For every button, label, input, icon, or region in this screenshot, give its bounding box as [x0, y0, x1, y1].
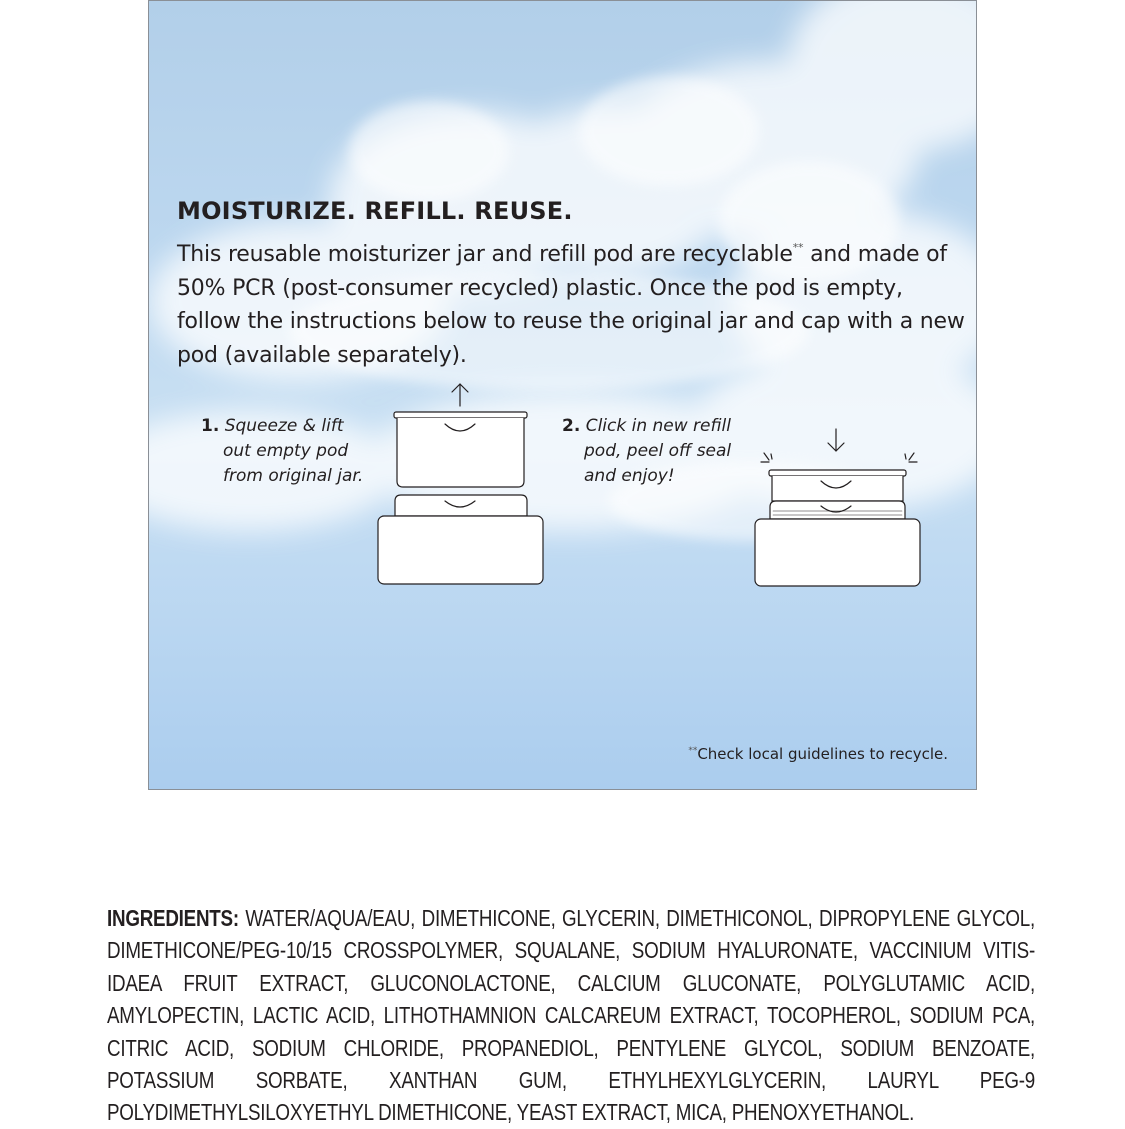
intro-text-end: and made of 50% PCR (post-consumer recycled) plastic. Once the pod is empty, follow the instructions below to reuse the original jar and cap with a new pod (available separately).: [177, 242, 965, 368]
refilled-jar-illustration: [755, 470, 920, 586]
ingredients-label: INGREDIENTS:: [107, 905, 239, 931]
original-jar-illustration: [378, 495, 543, 584]
headline: MOISTURIZE. REFILL. REUSE.: [177, 197, 573, 225]
click-sparkle-left-icon: [761, 453, 772, 462]
step-1-line-2: out empty pod: [223, 441, 349, 461]
step-1-line-1: Squeeze & lift: [224, 416, 344, 436]
press-down-arrow-icon: [828, 429, 844, 451]
click-sparkle-right-icon: [905, 453, 917, 462]
recycling-footnote: [688, 745, 948, 763]
step-2-number: 2.: [562, 416, 581, 436]
footnote-text: Check local guidelines to recycle.: [697, 745, 948, 763]
step-2-line-2: pod, peel off seal: [584, 441, 732, 461]
intro-text-start: This reusable moisturizer jar and refill pod are recyclable: [177, 242, 793, 267]
step-2-line-3: and enjoy!: [584, 466, 675, 486]
recycling-info-panel: [148, 0, 977, 790]
step-1-line-3: from original jar.: [223, 466, 364, 486]
ingredients-list: [107, 902, 1035, 1129]
lift-up-arrow-icon: [452, 384, 468, 406]
footnote-mark: **: [688, 746, 698, 756]
ingredients-text: WATER/AQUA/EAU, DIMETHICONE, GLYCERIN, DIMETHICONOL, DIPROPYLENE GLYCOL, DIMETHICONE/PEG-10/15 CROSSPOLYMER, SQUALANE, SODIUM HYALURONATE, VACCINIUM VITIS-IDAEA FRUIT EXTRACT, GLUCONOLACTONE, CALCIUM GLUCONATE, POLYGLUTAMIC ACID, AMYLOPECTIN, LACTIC ACID, LITHOTHAMNION CALCAREUM EXTRACT, TOCOPHEROL, SODIUM PCA, CITRIC ACID, SODIUM CHLORIDE, PROPANEDIOL, PENTYLENE GLYCOL, SODIUM BENZOATE, POTASSIUM SORBATE, XANTHAN GUM, ETHYLHEXYLGLYCERIN, LAURYL PEG-9 POLYDIMETHYLSILOXYETHYL DIMETHICONE, YEAST EXTRACT, MICA, PHENOXYETHANOL.: [107, 905, 1036, 1126]
step-1-number: 1.: [201, 416, 220, 436]
refill-diagram: [149, 1, 977, 790]
step-2-line-1: Click in new refill: [585, 416, 731, 436]
recyclable-footnote-mark: **: [792, 241, 804, 254]
empty-pod-illustration: [394, 412, 527, 487]
